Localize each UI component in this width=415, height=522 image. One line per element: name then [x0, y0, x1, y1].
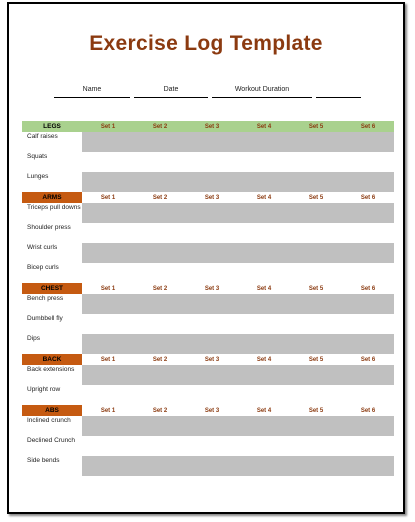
set-column-label: Set 1: [100, 285, 116, 292]
exercise-row: [22, 314, 394, 334]
section-title: BACK: [22, 354, 82, 365]
exercise-row: [22, 203, 394, 223]
set-column-label: Set 1: [100, 356, 116, 363]
set-column-label: Set 2: [152, 123, 168, 130]
exercise-name: Calf raises: [22, 132, 82, 152]
section-title: CHEST: [22, 283, 82, 294]
exercise-name: Triceps pull downs: [22, 203, 82, 223]
set-entry-cells[interactable]: [82, 223, 394, 243]
exercise-row: [22, 172, 394, 192]
exercise-row: [22, 436, 394, 456]
exercise-log-page: [7, 2, 405, 514]
set-column-label: Set 2: [152, 194, 168, 201]
date-field-line[interactable]: [134, 97, 208, 98]
workout-duration-field-line[interactable]: [212, 97, 312, 98]
set-columns: [82, 354, 394, 365]
exercise-row: [22, 365, 394, 385]
set-columns: [82, 192, 394, 203]
workout-duration-field-label: Workout Duration: [234, 86, 290, 93]
exercise-row: [22, 263, 394, 283]
set-column-label: Set 5: [308, 356, 324, 363]
set-column-label: Set 6: [360, 285, 376, 292]
exercise-row: [22, 385, 394, 405]
exercise-row: [22, 294, 394, 314]
exercise-name: Wrist curls: [22, 243, 82, 263]
section-title: ARMS: [22, 192, 82, 203]
page-title: Exercise Log Template: [89, 32, 323, 55]
exercise-row: [22, 416, 394, 436]
set-column-label: Set 6: [360, 356, 376, 363]
exercise-name: Bicep curls: [22, 263, 82, 283]
set-column-label: Set 5: [308, 194, 324, 201]
exercise-name: Dumbbell fly: [22, 314, 82, 334]
name-field-line[interactable]: [54, 97, 130, 98]
set-column-label: Set 3: [204, 123, 220, 130]
set-columns: [82, 405, 394, 416]
set-column-label: Set 4: [256, 356, 272, 363]
set-column-label: Set 3: [204, 356, 220, 363]
set-column-label: Set 1: [100, 123, 116, 130]
set-entry-cells[interactable]: [82, 243, 394, 263]
exercise-row: [22, 152, 394, 172]
set-entry-cells[interactable]: [82, 263, 394, 283]
set-column-label: Set 3: [204, 194, 220, 201]
exercise-name: Declined Crunch: [22, 436, 82, 456]
set-entry-cells[interactable]: [82, 456, 394, 476]
set-column-label: Set 6: [360, 407, 376, 414]
extra-field-line[interactable]: [316, 97, 361, 98]
set-entry-cells[interactable]: [82, 365, 394, 385]
section-header-abs: [22, 405, 394, 416]
exercise-name: Dips: [22, 334, 82, 354]
set-entry-cells[interactable]: [82, 152, 394, 172]
section-header-chest: [22, 283, 394, 294]
section-header-arms: [22, 192, 394, 203]
exercise-row: [22, 223, 394, 243]
set-entry-cells[interactable]: [82, 294, 394, 314]
set-column-label: Set 3: [204, 285, 220, 292]
set-column-label: Set 5: [308, 285, 324, 292]
section-header-back: [22, 354, 394, 365]
set-column-label: Set 5: [308, 407, 324, 414]
exercise-row: [22, 334, 394, 354]
exercise-name: Squats: [22, 152, 82, 172]
set-column-label: Set 4: [256, 285, 272, 292]
exercise-name: Inclined crunch: [22, 416, 82, 436]
set-entry-cells[interactable]: [82, 416, 394, 436]
set-column-label: Set 2: [152, 285, 168, 292]
exercise-name: Shoulder press: [22, 223, 82, 243]
exercise-name: Upright row: [22, 385, 82, 405]
set-column-label: Set 4: [256, 407, 272, 414]
section-title: LEGS: [43, 123, 61, 130]
set-column-label: Set 4: [256, 123, 272, 130]
exercise-table: [22, 121, 394, 476]
date-field-label: Date: [163, 86, 179, 93]
set-column-label: Set 3: [204, 407, 220, 414]
exercise-row: [22, 456, 394, 476]
exercise-name: Lunges: [22, 172, 82, 192]
name-field-label: Name: [82, 86, 102, 93]
set-column-label: Set 4: [256, 194, 272, 201]
exercise-row: [22, 132, 394, 152]
set-column-label: Set 2: [152, 356, 168, 363]
set-entry-cells[interactable]: [82, 132, 394, 152]
set-entry-cells[interactable]: [82, 314, 394, 334]
set-entry-cells[interactable]: [82, 334, 394, 354]
set-entry-cells[interactable]: [82, 172, 394, 192]
set-column-label: Set 1: [100, 407, 116, 414]
exercise-name: Bench press: [22, 294, 82, 314]
set-column-label: Set 1: [100, 194, 116, 201]
set-entry-cells[interactable]: [82, 436, 394, 456]
exercise-row: [22, 243, 394, 263]
section-header-legs: [22, 121, 394, 132]
set-column-label: Set 5: [308, 123, 324, 130]
set-column-label: Set 2: [152, 407, 168, 414]
exercise-name: Back extensions: [22, 365, 82, 385]
exercise-name: Side bends: [22, 456, 82, 476]
set-column-label: Set 6: [360, 123, 376, 130]
set-column-label: Set 6: [360, 194, 376, 201]
set-columns: [82, 283, 394, 294]
set-entry-cells[interactable]: [82, 385, 394, 405]
set-columns: [82, 121, 394, 132]
set-entry-cells[interactable]: [82, 203, 394, 223]
section-title: ABS: [22, 405, 82, 416]
